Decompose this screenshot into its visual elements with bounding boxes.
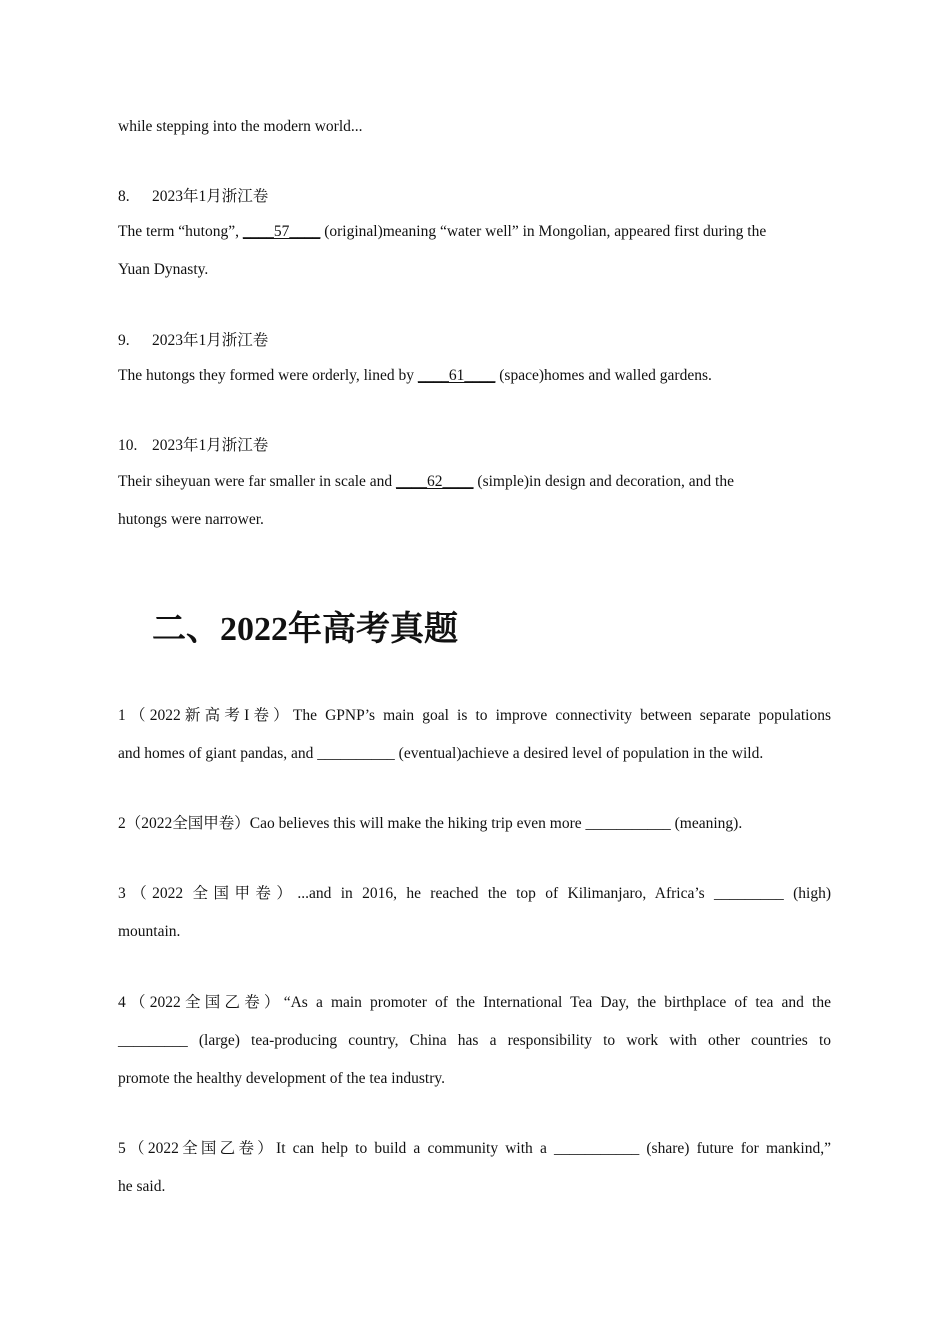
- question-number: 8.: [118, 188, 130, 205]
- top-line: while stepping into the modern world...: [118, 118, 363, 135]
- question-source: 2023年1月浙江卷: [152, 437, 269, 454]
- question-9-text: [118, 366, 831, 386]
- question-text: (simple)in design and decoration, and the: [473, 473, 734, 490]
- problem-4-line2: _________ (large) tea-producing country, China has a responsibility to work with other countries to: [118, 1032, 831, 1049]
- question-10-text: [118, 472, 831, 492]
- question-text: The hutongs they formed were orderly, lined by: [118, 367, 418, 384]
- problem-3-line2: mountain.: [118, 923, 181, 940]
- answer-blank: ____61____: [417, 367, 496, 384]
- problem-2-line1: 2（2022全国甲卷）Cao believes this will make the hiking trip even more ___________ (meaning).: [118, 815, 743, 832]
- question-number: 10.: [118, 437, 138, 454]
- question-10-text-line2: hutongs were narrower.: [118, 511, 264, 528]
- question-8-text: [118, 222, 831, 242]
- problem-4-line1: 4（2022全国乙卷）“As a main promoter of the International Tea Day, the birthplace of tea and the: [118, 994, 831, 1011]
- section-heading: 二、2022年高考真题: [152, 611, 458, 648]
- problem-3-line1: 3（2022 全国甲卷）...and in 2016, he reached the top of Kilimanjaro, Africa’s _________ (high): [118, 885, 831, 902]
- question-10-header: [118, 436, 831, 456]
- question-8-header: [118, 187, 831, 207]
- question-number: 9.: [118, 332, 130, 349]
- problem-1-line1: 1（2022新高考I卷）The GPNP’s main goal is to improve connectivity between separate populations: [118, 707, 831, 724]
- question-text: (original)meaning “water well” in Mongolian, appeared first during the: [320, 223, 767, 240]
- problem-5-line2: he said.: [118, 1178, 166, 1195]
- answer-blank: ____57____: [242, 223, 321, 240]
- problem-5-line1: 5（2022全国乙卷）It can help to build a community with a ___________ (share) future for mankind,”: [118, 1140, 831, 1157]
- answer-blank: ____62____: [396, 473, 474, 490]
- question-9-header: [118, 331, 831, 351]
- problem-4-line3: promote the healthy development of the tea industry.: [118, 1070, 445, 1087]
- question-8-text-line2: Yuan Dynasty.: [118, 261, 209, 278]
- question-text: The term “hutong”,: [118, 223, 243, 240]
- problem-1-line2: and homes of giant pandas, and __________ (eventual)achieve a desired level of population in the wild.: [118, 745, 764, 762]
- question-text: (space)homes and walled gardens.: [495, 367, 712, 384]
- question-source: 2023年1月浙江卷: [152, 332, 269, 349]
- question-text: Their siheyuan were far smaller in scale and: [118, 473, 397, 490]
- question-source: 2023年1月浙江卷: [152, 188, 269, 205]
